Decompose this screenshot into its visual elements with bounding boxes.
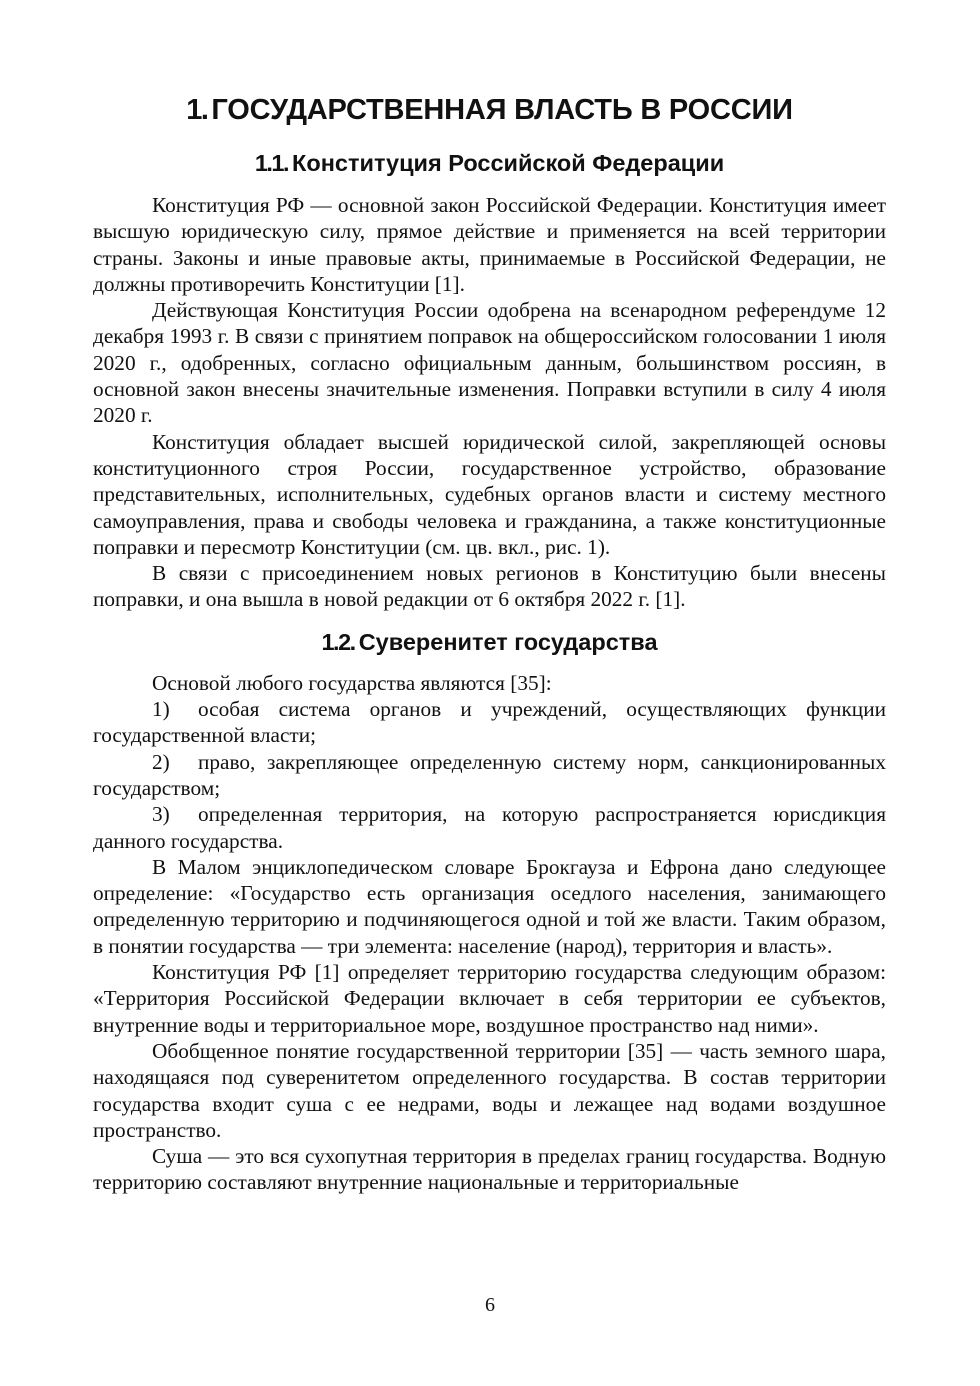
list-item [93,696,886,749]
paragraph: Суша — это вся сухопутная территория в пределах границ государства. Водную территорию составляют внутренние национальные и территориальные [93,1144,886,1195]
paragraph: В связи с присоединением новых регионов в Конституцию были внесены поправки, и она вышла в новой редакции от 6 октября 2022 г. [1]. [93,561,886,612]
section-heading-1-2 [93,623,886,661]
list-text: определенная территория, на которую распространяется юрисдикция данного государства. [93,802,886,853]
list-text: право, закрепляющее определенную систему норм, санкционированных государством; [93,749,886,800]
document-page [93,88,886,1196]
list-marker: 1) [152,697,170,722]
section-number: 1.1. [254,150,289,176]
list-item [93,749,886,802]
paragraph: Действующая Конституция России одобрена на всенародном референдуме 12 декабря 1993 г. В связи с принятием поправок на общероссийском голосовании 1 июля 2020 г., одобренных, согласно официальным данным, большинством россиян, в основной закон внесены значительные изменения. Поправки вступили в силу 4 июля 2020 г. [93,298,886,428]
section-title: Конституция Российской Федерации [292,150,725,176]
chapter-title: ГОСУДАРСТВЕННАЯ ВЛАСТЬ В РОССИИ [211,94,793,126]
section-heading-1-1 [93,144,886,182]
list-marker: 2) [152,749,170,774]
list-text: особая система органов и учреждений, осуществляющих функции государственной власти; [93,697,886,748]
section-title: Суверенитет государства [358,628,658,655]
paragraph: Конституция обладает высшей юридической силой, закрепляющей основы конституционного строя России, государственное устройство, образование представительных, исполнительных, судебных органов власти и систему местного самоуправления, права и свободы человека и гражданина, а также конституционные поправки и пересмотр Конституции (см. цв. вкл., рис. 1). [93,429,886,559]
section-number: 1.2. [321,628,355,655]
list-item [93,801,886,854]
paragraph: Конституция РФ [1] определяет территорию государства следующим образом: «Территория Российской Федерации включает в себя территории ее субъектов, внутренние воды и территориальное море, воздушное пространство над ними». [93,960,886,1037]
paragraph: Обобщенное понятие государственной территории [35] — часть земного шара, находящаяся под суверенитетом определенного государства. В состав территории государства входит суша с ее недрами, воды и лежащее над водами воздушное пространство. [93,1038,886,1142]
chapter-heading [93,88,886,132]
paragraph: В Малом энциклопедическом словаре Брокгауза и Ефрона дано следующее определение: «Государство есть организация оседлого населения, занимающего определенную территорию и подчиняющегося одной и той же власти. Таким образом, в понятии государства — три элемента: население (народ), территория и власть». [93,854,886,958]
page-number: 6 [485,1294,495,1316]
chapter-number: 1. [186,94,208,126]
paragraph: Основой любого государства являются [35]: [152,670,552,695]
list-marker: 3) [152,802,170,827]
paragraph: Конституция РФ — основной закон Российской Федерации. Конституция имеет высшую юридическую силу, прямое действие и применяется на всей территории страны. Законы и иные правовые акты, принимаемые в Российской Федерации, не должны противоречить Конституции [1]. [93,193,886,296]
